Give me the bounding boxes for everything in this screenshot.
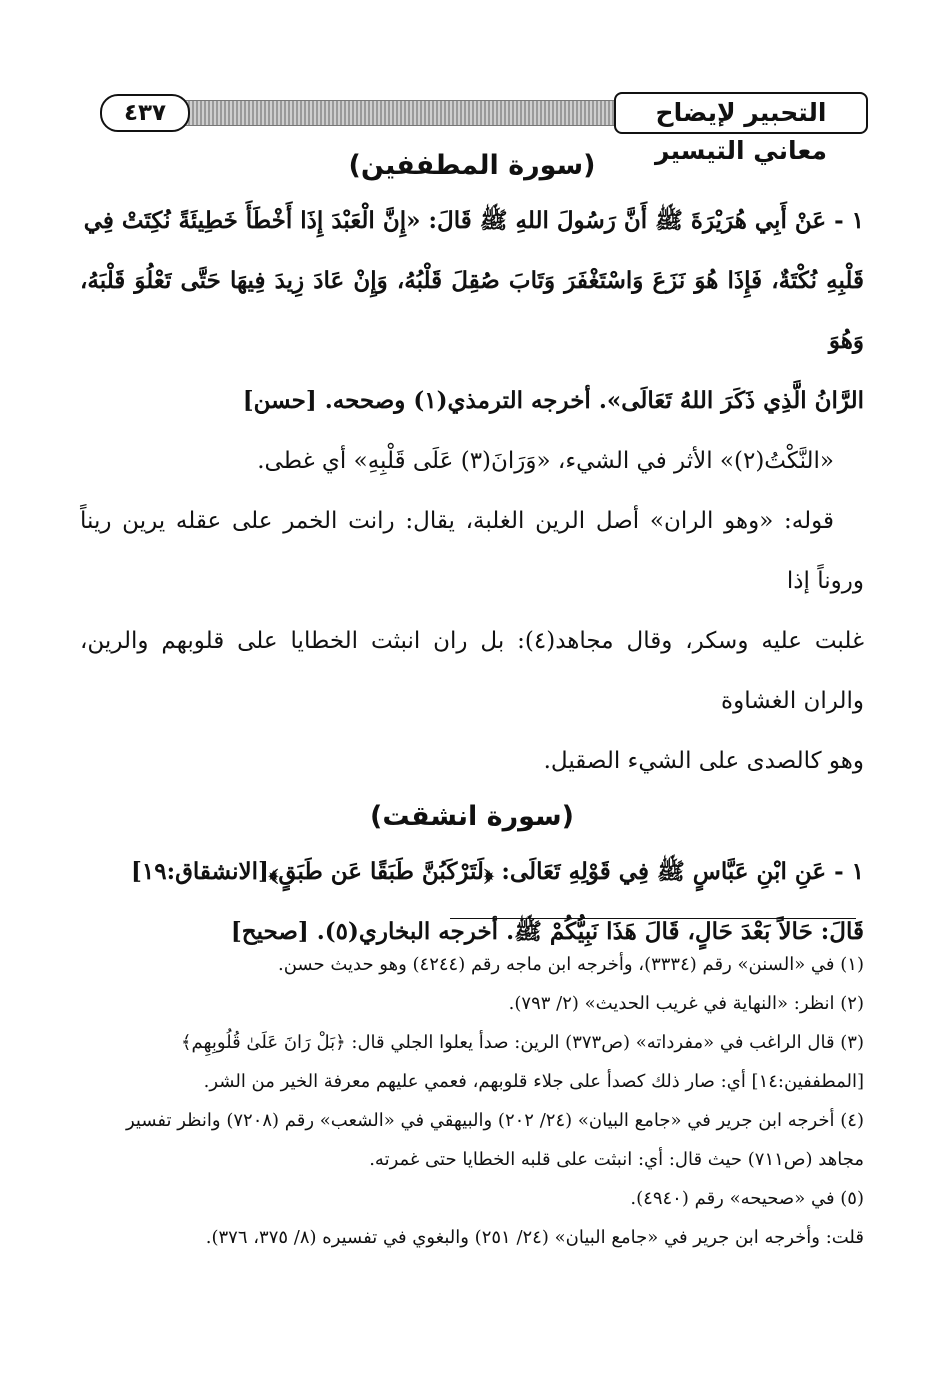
main-text	[80, 150, 864, 962]
section-title-inshiqaq: (سورة انشقت)	[370, 801, 574, 832]
commentary-line: وهو كالصدى على الشيء الصقيل.	[543, 748, 864, 774]
hadith-line: ١ - عَنِ ابْنِ عَبَّاسٍ ﷺ فِي قَوْلِهِ تَعَالَى: ﴿لَتَرْكَبُنَّ طَبَقًا عَن طَبَقٍ﴾[الانشقاق:١٩]	[130, 858, 864, 885]
hadith-line: قَلْبِهِ نُكْتَةٌ، فَإِذَا هُوَ نَزَعَ وَاسْتَغْفَرَ وَتَابَ صُقِلَ قَلْبُهُ، وَإِنْ عَادَ زِيدَ فِيهَا حَتَّى تَعْلُوَ قَلْبَهُ، وَهُوَ	[80, 267, 864, 354]
running-header	[100, 92, 868, 165]
commentary-line: قوله: «وهو الران» أصل الرين الغلبة، يقال: رانت الخمر على عقله يرين ريناً وروناً إذا	[80, 508, 864, 594]
hadith-line: ١ - عَنْ أَبِي هُرَيْرَةَ ﷺ أَنَّ رَسُولَ اللهِ ﷺ قَالَ: «إِنَّ الْعَبْدَ إِذَا أَخْطَأَ خَطِيئَةً نُكِتَتْ فِي	[83, 207, 864, 234]
section-title-mutaffifin: (سورة المطففين)	[348, 150, 596, 181]
gloss-line: «النَّكْتُ(٢)» الأثر في الشيء، «وَرَانَ(٣) عَلَى قَلْبِهِ» أي غطى.	[257, 448, 834, 474]
hadith-line: قَالَ: حَالاً بَعْدَ حَالٍ، قَالَ هَذَا نَبِيُّكُمْ ﷺ. أخرجه البخاري(٥). [صحيح]	[230, 918, 864, 945]
footnote-line: مجاهد (ص٧١١) حيث قال: أي: انبثت على قلبه الخطايا حتى غمرته.	[369, 1149, 864, 1170]
footnote-line: قلت: وأخرجه ابن جرير في «جامع البيان» (٢٤/ ٢٥١) والبغوي في تفسيره (٨/ ٣٧٥، ٣٧٦).	[205, 1227, 864, 1248]
footnote-line: (٥) في «صحيحه» رقم (٤٩٤٠).	[630, 1188, 864, 1209]
footnote-line: (٣) قال الراغب في «مفرداته» (ص٣٧٣) الرين: صدأ يعلوا الجلي قال: ﴿بَلْ رَانَ عَلَىٰ قُلُوبِهِم﴾	[181, 1032, 864, 1053]
book-title: التحبير لإيضاح معاني التيسير	[614, 92, 868, 134]
footnotes	[80, 945, 864, 1257]
footnote-separator	[450, 918, 856, 919]
footnote-line: (٤) أخرجه ابن جرير في «جامع البيان» (٢٤/ ٢٠٢) والبيهقي في «الشعب» رقم (٧٢٠٨) وانظر تفسير	[125, 1110, 864, 1131]
footnote-line: [المطففين:١٤] أي: صار ذلك كصدأ على جلاء قلوبهم، فعمي عليهم معرفة الخير من الشر.	[203, 1071, 864, 1092]
footnote-line: (١) في «السنن» رقم (٣٣٣٤)، وأخرجه ابن ماجه رقم (٤٢٤٤) وهو حديث حسن.	[277, 954, 864, 975]
header-decorative-band	[160, 100, 618, 126]
page-number: ٤٣٧	[100, 94, 190, 132]
hadith-line: الرَّانُ الَّذِي ذَكَرَ اللهُ تَعَالَى». أخرجه الترمذي(١) وصححه. [حسن]	[242, 387, 864, 414]
footnote-line: (٢) انظر: «النهاية في غريب الحديث» (٢/ ٧٩٣).	[508, 993, 864, 1014]
commentary-line: غلبت عليه وسكر، وقال مجاهد(٤): بل ران انبثت الخطايا على قلوبهم والرين، والران الغشاوة	[80, 628, 865, 714]
